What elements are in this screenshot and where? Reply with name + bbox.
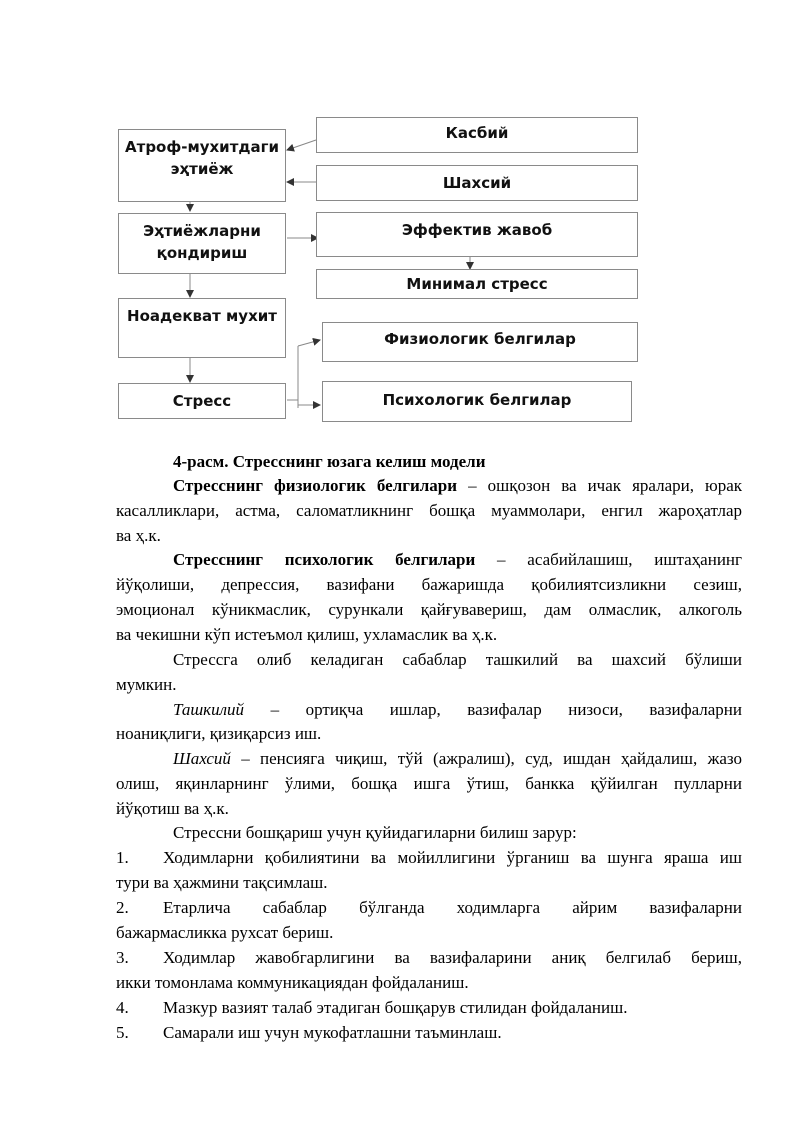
list-item-4 xyxy=(116,996,742,1020)
list-item-1-number: 1. xyxy=(116,848,129,867)
p4-line1 xyxy=(116,698,742,722)
p2-line4: ва чекишни кўп истеъмол қилиш, ухламаслик ва ҳ.к. xyxy=(116,625,498,644)
p1-text: – ошқозон ва ичак яралари, юрак xyxy=(457,476,742,495)
personal-box-label: Шахсий xyxy=(442,174,512,192)
caption-text: 4-расм. Стресснинг юзага келиш модели xyxy=(173,452,486,471)
physiological-signs-box-label: Физиологик белгилар xyxy=(384,330,576,348)
p3-line1: Стрессга олиб келадиган сабаблар ташкилий ва шахсий бўлиши xyxy=(173,650,742,669)
list-item-5 xyxy=(116,1021,742,1045)
personal-box xyxy=(316,165,638,201)
inadequate-box-label: Ноадекват мухит xyxy=(127,307,277,325)
p4-term: Ташкилий xyxy=(173,700,245,719)
list-item-3-cont: икки томонлама коммуникациядан фойдаланиш. xyxy=(116,973,469,992)
p2-line3: эмоционал кўникмаслик, сурункали қайғувавериш, дам олмаслик, алкоголь xyxy=(116,600,742,619)
p3-line2: мумкин. xyxy=(116,675,177,694)
list-item-1-text: Ходимларни қобилиятини ва мойиллигини ўрганиш ва шунга яраша иш xyxy=(163,848,742,867)
p2-heading: Стресснинг психологик белгилари xyxy=(173,550,476,569)
effective-response-box xyxy=(316,212,638,257)
list-item-3-text: Ходимлар жавобгарлигини ва вазифаларини аниқ белгилаб бериш, xyxy=(163,948,742,967)
list-item-2-cont: бажармасликка рухсат бериш. xyxy=(116,923,334,942)
satisfy-box xyxy=(118,213,286,274)
p4-line2: ноаниқлиги, қизиқарсиз иш. xyxy=(116,724,322,743)
p5-text: – пенсияга чиқиш, тўй (ажралиш), суд, ишдан ҳайдалиш, жазо xyxy=(230,749,742,768)
list-item-3-number: 3. xyxy=(116,948,129,967)
p1-heading: Стресснинг физиологик белгилари xyxy=(173,476,458,495)
inadequate-box xyxy=(118,298,286,358)
list-item-2 xyxy=(116,896,742,920)
effective-response-box-label: Эффектив жавоб xyxy=(401,221,553,239)
list-item-2-number: 2. xyxy=(116,898,129,917)
p5-line1 xyxy=(116,747,742,771)
p2-text: – асабийлашиш, иштаҳанинг xyxy=(475,550,742,569)
need-box xyxy=(118,129,286,202)
arrow-kasbiy xyxy=(287,140,316,150)
need-box-label: Атроф-мухитдаги эҳтиёж xyxy=(125,138,279,178)
list-item-5-number: 5. xyxy=(116,1023,129,1042)
p5-line3: йўқотиш ва ҳ.к. xyxy=(116,799,229,818)
p1-line2: касалликлари, астма, саломатликнинг бошқа муаммолари, енгил жароҳатлар xyxy=(116,501,742,520)
list-item-4-number: 4. xyxy=(116,998,129,1017)
list-item-1-cont: тури ва ҳажмини тақсимлаш. xyxy=(116,873,328,892)
p2-line1 xyxy=(116,548,742,572)
satisfy-box-label: Эҳтиёжларни қондириш xyxy=(143,222,261,262)
list-item-4-text: Мазкур вазият талаб этадиган бошқарув стилидан фойдаланиш. xyxy=(163,998,628,1017)
stress-model-diagram xyxy=(0,0,800,440)
list-item-2-text: Етарлича сабаблар бўлганда ходимларга айрим вазифаларни xyxy=(163,898,742,917)
minimal-stress-box-label: Минимал стресс xyxy=(406,275,548,293)
arrow-to-physiological xyxy=(298,340,320,346)
stress-box-label: Стресс xyxy=(172,392,232,410)
p1-line1 xyxy=(116,474,742,498)
list-item-3 xyxy=(116,946,742,970)
figure-caption xyxy=(116,450,742,474)
minimal-stress-box xyxy=(316,269,638,299)
list-item-1 xyxy=(116,846,742,870)
p6-line: Стрессни бошқариш учун қуйидагиларни билиш зарур: xyxy=(173,823,577,842)
p2-line2: йўқолиши, депрессия, вазифани бажаришда қобилиятсизликни сезиш, xyxy=(116,575,742,594)
physiological-signs-box xyxy=(322,322,638,362)
stress-box xyxy=(118,383,286,419)
p1-line3: ва ҳ.к. xyxy=(116,526,161,545)
psychological-signs-box-label: Психологик белгилар xyxy=(382,391,572,409)
list-item-5-text: Самарали иш учун мукофатлашни таъминлаш. xyxy=(163,1023,502,1042)
p5-term: Шахсий xyxy=(173,749,231,768)
p4-text: – ортиқча ишлар, вазифалар низоси, вазифаларни xyxy=(244,700,742,719)
professional-box-label: Касбий xyxy=(445,124,509,142)
p5-line2: олиш, яқинларнинг ўлими, бошқа ишга ўтиш, банкка қўйилган пулларни xyxy=(116,774,742,793)
professional-box xyxy=(316,117,638,153)
psychological-signs-box xyxy=(322,381,632,422)
